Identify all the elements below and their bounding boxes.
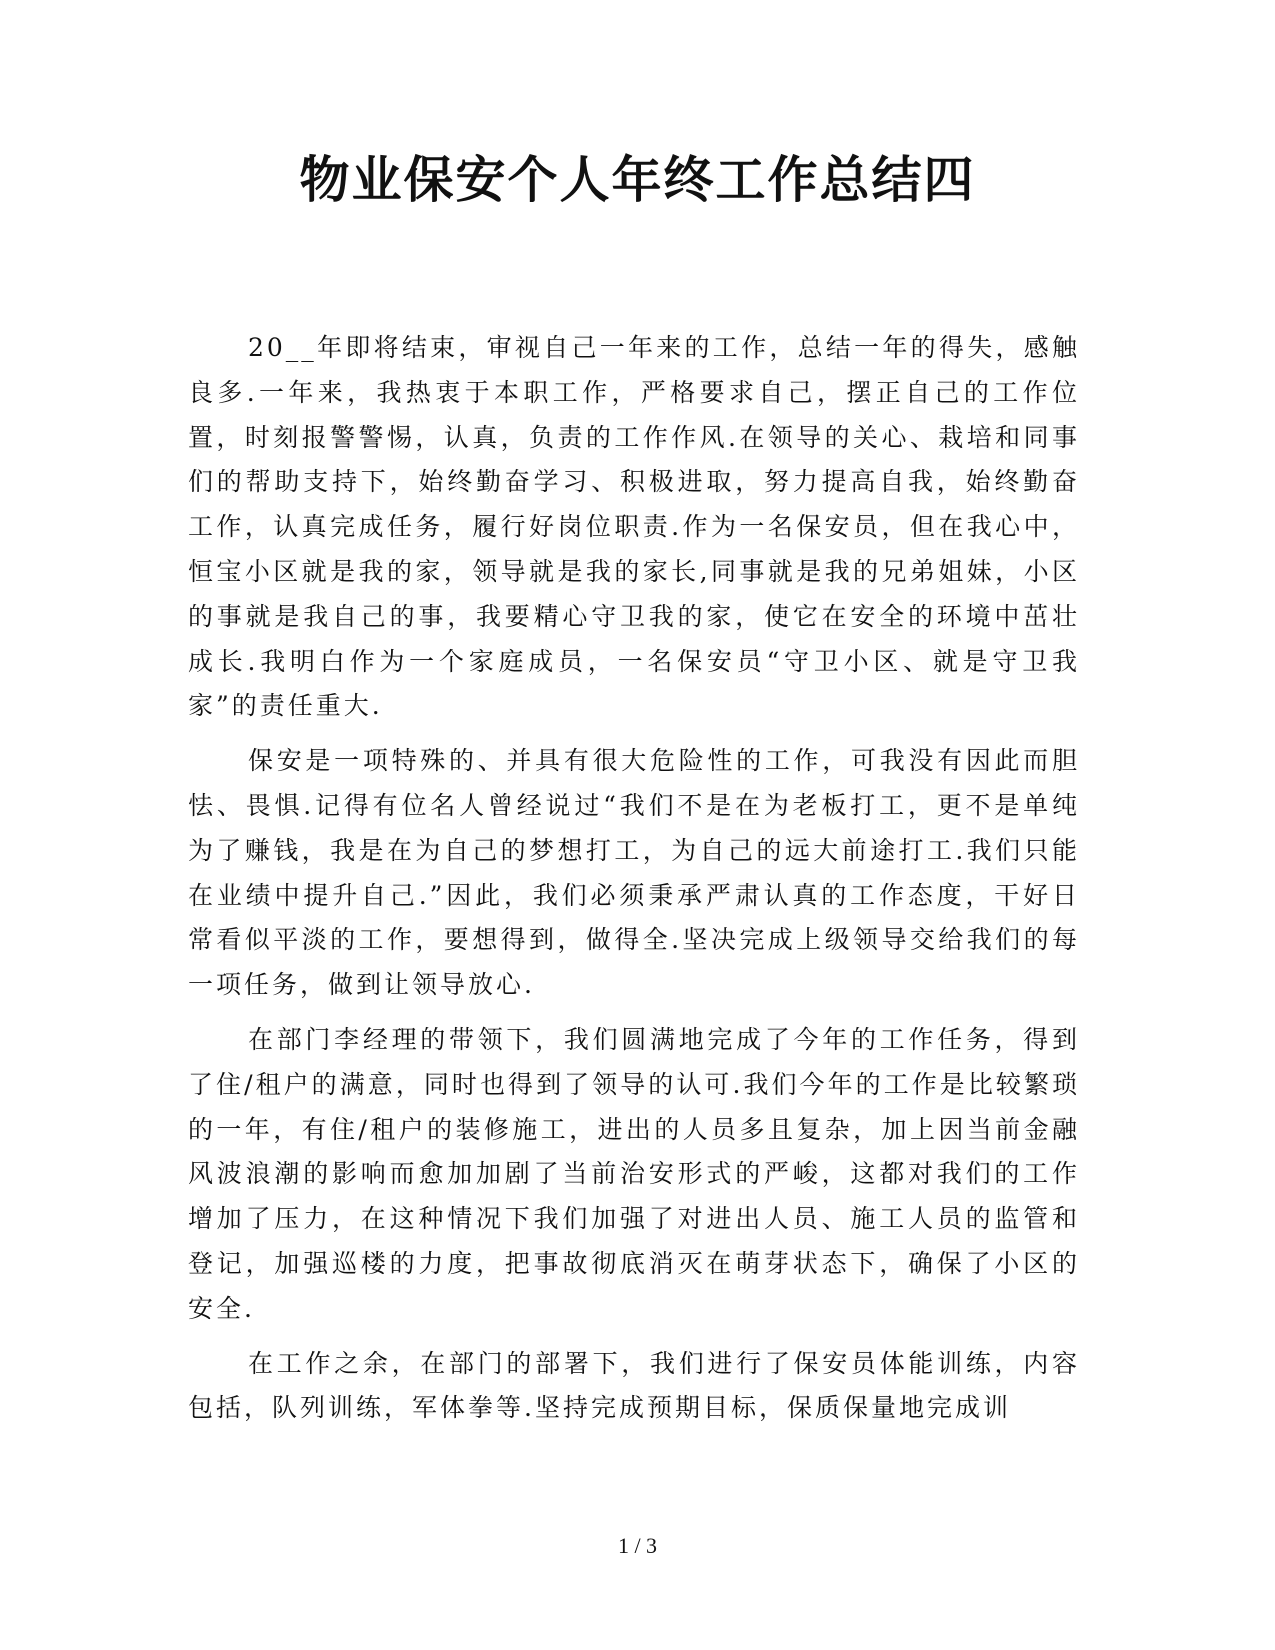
paragraph-4: 在工作之余，在部门的部署下，我们进行了保安员体能训练，内容包括，队列训练，军体拳等.坚持完成预期目标，保质保量地完成训 — [188, 1348, 1080, 1423]
document-body — [188, 326, 1080, 1441]
page-number: 1 / 3 — [617, 1533, 658, 1558]
paragraph-2: 保安是一项特殊的、并具有很大危险性的工作，可我没有因此而胆怯、畏惧.记得有位名人曾经说过“我们不是在为老板打工，更不是单纯为了赚钱，我是在为自己的梦想打工，为自己的远大前途打工.我们只能在业绩中提升自己.”因此，我们必须秉承严肃认真的工作态度，干好日常看似平淡的工作，要想得到，做得全.坚决完成上级领导交给我们的每一项任务，做到让领导放心. — [188, 746, 1080, 1000]
paragraph-3: 在部门李经理的带领下，我们圆满地完成了今年的工作任务，得到了住/租户的满意，同时也得到了领导的认可.我们今年的工作是比较繁琐的一年，有住/租户的装修施工，进出的人员多且复杂，加上因当前金融风波浪潮的影响而愈加加剧了当前治安形式的严峻，这都对我们的工作增加了压力，在这种情况下我们加强了对进出人员、施工人员的监管和登记，加强巡楼的力度，把事故彻底消灭在萌芽状态下，确保了小区的安全. — [188, 1024, 1080, 1323]
paragraph-1: 20__年即将结束，审视自己一年来的工作，总结一年的得失，感触良多.一年来，我热衷于本职工作，严格要求自己，摆正自己的工作位置，时刻报警警惕，认真，负责的工作作风.在领导的关心、栽培和同事们的帮助支持下，始终勤奋学习、积极进取，努力提高自我，始终勤奋工作，认真完成任务，履行好岗位职责.作为一名保安员，但在我心中，恒宝小区就是我的家，领导就是我的家长,同事就是我的兄弟姐妹，小区的事就是我自己的事，我要精心守卫我的家，使它在安全的环境中茁壮成长.我明白作为一个家庭成员，一名保安员“守卫小区、就是守卫我家”的责任重大. — [188, 333, 1080, 721]
page-title: 物业保安个人年终工作总结四 — [299, 150, 976, 209]
